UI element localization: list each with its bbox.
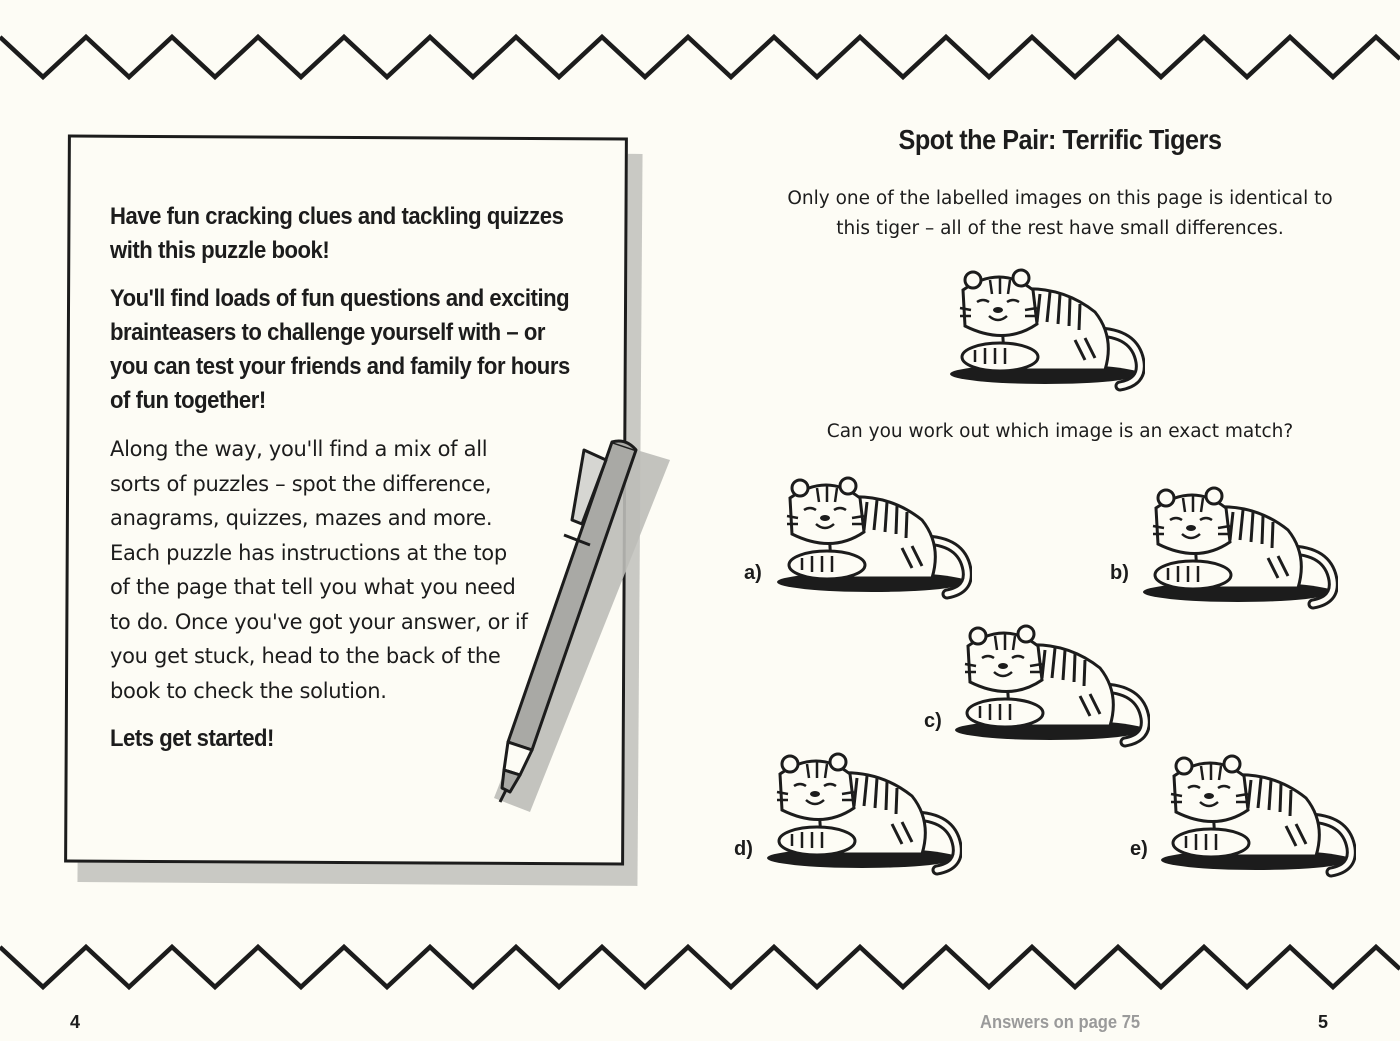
tiger-option-d-image[interactable] xyxy=(762,746,962,876)
zigzag-border-top xyxy=(0,12,1400,82)
option-a-label: a) xyxy=(744,562,762,584)
tiger-option-b-image[interactable] xyxy=(1138,480,1338,610)
page-title: Spot the Pair: Terrific Tigers xyxy=(898,124,1222,155)
option-c-label: c) xyxy=(924,710,942,732)
left-page-number: 4 xyxy=(70,1012,81,1032)
pen-icon xyxy=(460,430,680,820)
body-paragraph: Along the way, you'll find a mix of all sorts of puzzles – spot the difference, anagrams, quizzes, mazes and more. Each puzzle has instructions at the top of the page that tell you what you need to do. Once you've got your answer, or if you get stuck, head to the back of the book to check the solution. xyxy=(110,437,528,703)
right-page-number: 5 xyxy=(1318,1012,1329,1032)
tiger-option-c-image[interactable] xyxy=(950,618,1150,748)
closing-line: Lets get started! xyxy=(110,725,274,752)
puzzle-question: Can you work out which image is an exact match? xyxy=(826,421,1294,442)
tiger-option-e-image[interactable] xyxy=(1156,748,1356,878)
zigzag-border-bottom xyxy=(0,935,1400,1005)
tiger-option-a-image[interactable] xyxy=(772,470,972,600)
puzzle-instructions: Only one of the labelled images on this page is identical to this tiger – all of the rest have small differences. xyxy=(787,188,1333,239)
intro-paragraph-1: Have fun cracking clues and tackling quizzes with this puzzle book! xyxy=(110,203,564,264)
answers-note: Answers on page 75 xyxy=(980,1012,1141,1032)
reference-tiger-image xyxy=(945,262,1145,392)
option-e-label: e) xyxy=(1130,838,1148,860)
option-d-label: d) xyxy=(734,838,753,860)
option-b-label: b) xyxy=(1110,562,1129,584)
intro-paragraph-2: You'll find loads of fun questions and exciting brainteasers to challenge yourself with – or you can test your friends and family for hours of fun together! xyxy=(110,285,570,414)
